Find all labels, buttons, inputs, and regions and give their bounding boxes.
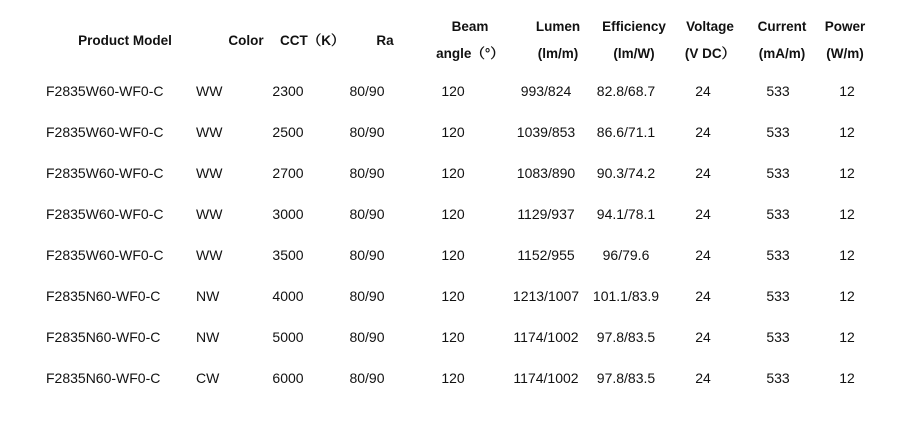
table-row [0,205,920,223]
cell-beam: 120 [441,370,465,386]
header-cct: CCT（K） [280,33,345,48]
cell-color: WW [196,206,223,222]
cell-current: 533 [766,124,790,140]
cell-current: 533 [766,165,790,181]
cell-lumen: 1174/1002 [513,370,579,386]
header-efficiency [598,13,670,67]
cell-ra: 80/90 [349,165,385,181]
cell-color: WW [196,247,223,263]
cell-color: NW [196,288,220,304]
cell-model: F2835N60-WF0-C [46,329,161,345]
header-lumen-line1: Lumen [535,19,581,34]
cell-lumen: 1213/1007 [512,288,580,304]
cell-lumen: 1152/955 [517,247,575,263]
table-row [0,328,920,346]
cell-power: 12 [839,165,855,181]
table-row [0,287,920,305]
cell-efficiency: 90.3/74.2 [596,165,656,181]
header-beam-line1: Beam [451,19,489,34]
cell-lumen: 1039/853 [516,124,576,140]
cell-voltage: 24 [695,165,711,181]
cell-voltage: 24 [695,329,711,345]
header-current [754,13,810,67]
cell-cct: 5000 [272,329,304,345]
header-current-line2: (mA/m) [758,46,806,61]
cell-power: 12 [839,206,855,222]
cell-ra: 80/90 [349,124,385,140]
header-ra: Ra [376,33,394,48]
cell-power: 12 [839,83,855,99]
cell-beam: 120 [441,329,465,345]
cell-color: WW [196,83,223,99]
header-color: Color [228,33,264,48]
cell-voltage: 24 [695,370,711,386]
cell-model: F2835W60-WF0-C [46,124,164,140]
cell-beam: 120 [441,83,465,99]
cell-efficiency: 97.8/83.5 [596,370,656,386]
cell-efficiency: 101.1/83.9 [592,288,660,304]
cell-current: 533 [766,370,790,386]
cell-model: F2835N60-WF0-C [46,288,161,304]
table-row [0,82,920,100]
cell-model: F2835W60-WF0-C [46,83,164,99]
cell-efficiency: 94.1/78.1 [596,206,656,222]
header-voltage-line2: (V DC） [684,46,736,61]
cell-beam: 120 [441,124,465,140]
cell-current: 533 [766,329,790,345]
cell-cct: 4000 [272,288,304,304]
cell-ra: 80/90 [349,206,385,222]
cell-efficiency: 96/79.6 [602,247,650,263]
cell-model: F2835W60-WF0-C [46,165,164,181]
cell-ra: 80/90 [349,329,385,345]
cell-model: F2835N60-WF0-C [46,370,161,386]
header-beam-line2: angle（°） [436,46,504,61]
cell-ra: 80/90 [349,288,385,304]
cell-lumen: 1174/1002 [513,329,579,345]
cell-voltage: 24 [695,206,711,222]
header-product-model: Product Model [78,33,172,48]
cell-beam: 120 [441,206,465,222]
cell-color: WW [196,165,223,181]
header-power-line2: (W/m) [826,46,864,61]
header-efficiency-line1: Efficiency [602,19,666,34]
table-row [0,369,920,387]
header-current-line1: Current [757,19,807,34]
cell-current: 533 [766,83,790,99]
header-efficiency-line2: (lm/W) [613,46,655,61]
cell-power: 12 [839,247,855,263]
header-voltage-line1: Voltage [686,19,734,34]
header-lumen [530,13,586,67]
cell-cct: 2300 [272,83,304,99]
cell-current: 533 [766,247,790,263]
cell-power: 12 [839,329,855,345]
cell-power: 12 [839,370,855,386]
table-row [0,246,920,264]
cell-lumen: 993/824 [520,83,572,99]
cell-color: NW [196,329,220,345]
cell-lumen: 1129/937 [517,206,575,222]
cell-cct: 3000 [272,206,304,222]
cell-efficiency: 86.6/71.1 [596,124,656,140]
header-power [822,13,868,67]
cell-model: F2835W60-WF0-C [46,206,164,222]
cell-beam: 120 [441,288,465,304]
cell-voltage: 24 [695,247,711,263]
cell-efficiency: 82.8/68.7 [596,83,656,99]
cell-cct: 6000 [272,370,304,386]
table-row [0,164,920,182]
cell-ra: 80/90 [349,83,385,99]
cell-current: 533 [766,206,790,222]
cell-cct: 3500 [272,247,304,263]
cell-power: 12 [839,288,855,304]
cell-lumen: 1083/890 [516,165,576,181]
cell-cct: 2500 [272,124,304,140]
cell-voltage: 24 [695,83,711,99]
cell-power: 12 [839,124,855,140]
cell-ra: 80/90 [349,247,385,263]
cell-voltage: 24 [695,288,711,304]
cell-efficiency: 97.8/83.5 [596,329,656,345]
cell-color: CW [196,370,220,386]
cell-cct: 2700 [272,165,304,181]
cell-current: 533 [766,288,790,304]
table-row [0,123,920,141]
header-lumen-line2: (lm/m) [537,46,579,61]
cell-beam: 120 [441,247,465,263]
cell-beam: 120 [441,165,465,181]
cell-model: F2835W60-WF0-C [46,247,164,263]
cell-ra: 80/90 [349,370,385,386]
cell-color: WW [196,124,223,140]
header-voltage [680,13,740,67]
header-beam-angle [432,13,508,67]
cell-voltage: 24 [695,124,711,140]
header-power-line1: Power [824,19,866,34]
